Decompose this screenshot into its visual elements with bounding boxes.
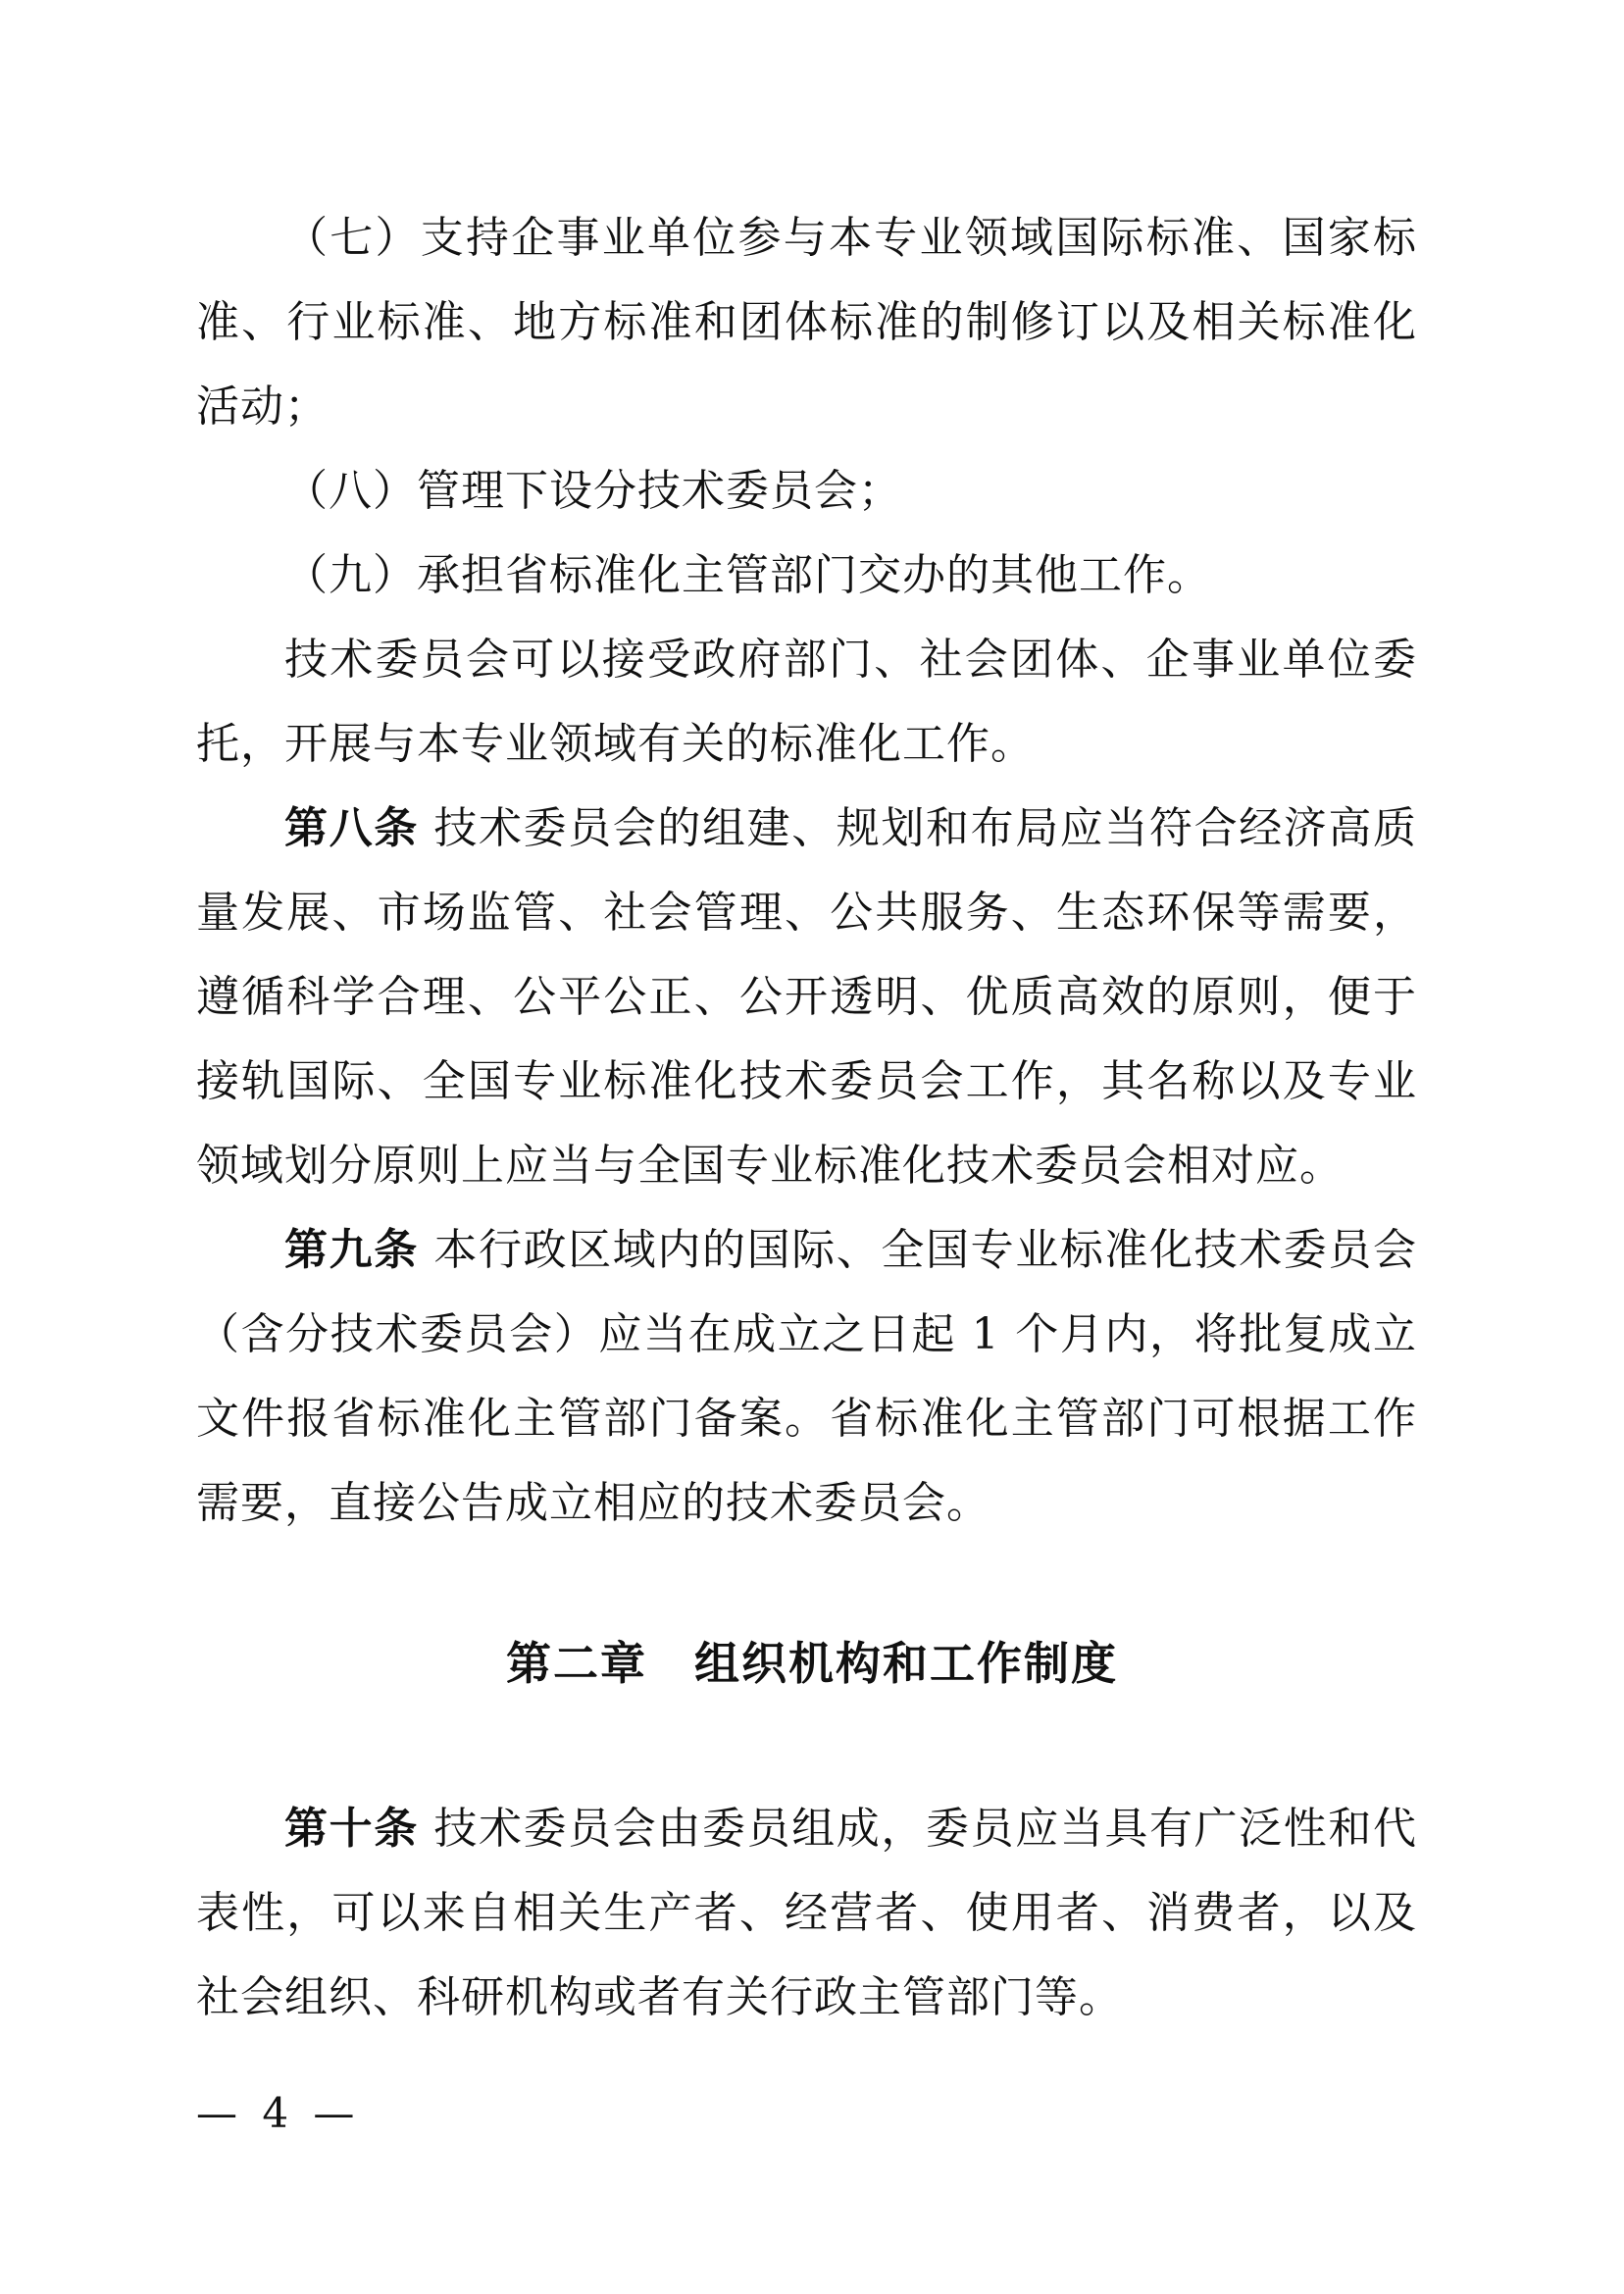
paragraph-item-7 xyxy=(196,196,1417,449)
page-number: — 4 — xyxy=(196,2089,361,2137)
article-8 xyxy=(196,787,1417,1208)
paragraph-commission-entrust xyxy=(196,618,1417,787)
paragraph-item-9 xyxy=(196,534,1417,618)
article-9 xyxy=(196,1208,1417,1546)
paragraph-text: （七）支持企事业单位参与本专业领域国际标准、国家标准、行业标准、地方标准和团体标准的制修订以及相关标准化活动； xyxy=(196,213,1417,432)
article-title: 第八条 xyxy=(284,803,419,853)
article-10 xyxy=(196,1787,1417,2040)
paragraph-item-8 xyxy=(196,449,1417,534)
body-section-2 xyxy=(196,1787,1417,2040)
paragraph-text: （八）管理下设分技术委员会； xyxy=(284,466,902,516)
article-title: 第九条 xyxy=(284,1225,419,1275)
article-title: 第十条 xyxy=(284,1804,419,1854)
article-text: 技术委员会的组建、规划和布局应当符合经济高质量发展、市场监管、社会管理、公共服务、生态环保等需要，遵循科学合理、公平公正、公开透明、优质高效的原则，便于接轨国际、全国专业标准化技术委员会工作，其名称以及专业领域划分原则上应当与全国专业标准化技术委员会相对应。 xyxy=(196,803,1418,1191)
chapter-heading: 第二章 组织机构和工作制度 xyxy=(506,1637,1118,1690)
article-text: 本行政区域内的国际、全国专业标准化技术委员会（含分技术委员会）应当在成立之日起 1 个月内，将批复成立文件报省标准化主管部门备案。省标准化主管部门可根据工作需要，直接公告成立相应的技术委员会。 xyxy=(196,1225,1418,1528)
article-text: 技术委员会由委员组成，委员应当具有广泛性和代表性，可以来自相关生产者、经营者、使用者、消费者，以及社会组织、科研机构或者有关行政主管部门等。 xyxy=(196,1804,1418,2022)
body-section-1 xyxy=(196,196,1417,1546)
paragraph-text: 技术委员会可以接受政府部门、社会团体、企事业单位委托，开展与本专业领域有关的标准化工作。 xyxy=(196,635,1417,769)
paragraph-text: （九）承担省标准化主管部门交办的其他工作。 xyxy=(284,550,1211,600)
